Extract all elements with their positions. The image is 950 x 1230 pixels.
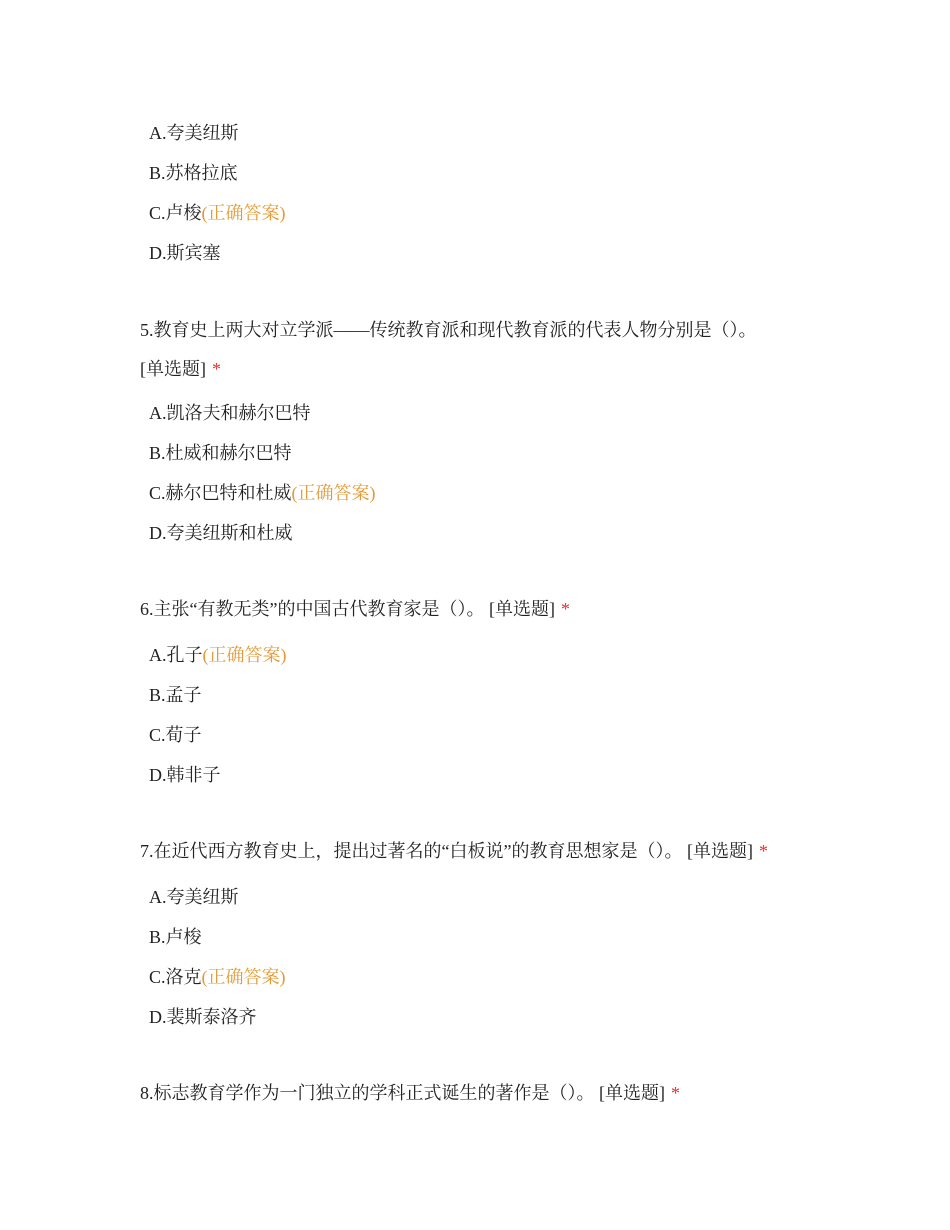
- option-b: [149, 433, 376, 473]
- question-type: [单选题]: [140, 359, 206, 379]
- option-b: [149, 675, 287, 715]
- option-a: [149, 393, 376, 433]
- option-c: [149, 473, 376, 513]
- question-text: 8.标志教育学作为一门独立的学科正式诞生的著作是（）。: [140, 1083, 595, 1103]
- question-6-title: [140, 590, 570, 629]
- required-mark: *: [758, 841, 768, 861]
- option-c: [149, 957, 286, 997]
- question-7-title: [140, 832, 768, 871]
- question-text: 5.教育史上两大对立学派——传统教育派和现代教育派的代表人物分别是（）。: [140, 320, 757, 340]
- question-7-options: [149, 877, 286, 1037]
- option-b: [149, 917, 286, 957]
- question-type: [单选题]: [599, 1083, 665, 1103]
- option-text: B.孟子: [149, 685, 202, 705]
- question-5-title: [140, 311, 757, 389]
- option-text: B.杜威和赫尔巴特: [149, 443, 292, 463]
- question-text: 6.主张“有教无类”的中国古代教育家是（）。: [140, 599, 485, 619]
- correct-answer-label: (正确答案): [201, 967, 286, 987]
- option-a: [149, 113, 286, 153]
- option-text: C.洛克: [149, 967, 202, 987]
- option-c: [149, 193, 286, 233]
- option-text: D.裴斯泰洛齐: [149, 1007, 257, 1027]
- option-b: [149, 153, 286, 193]
- option-text: D.斯宾塞: [149, 243, 221, 263]
- correct-answer-label: (正确答案): [291, 483, 376, 503]
- question-type: [单选题]: [488, 599, 555, 619]
- correct-answer-label: (正确答案): [201, 203, 286, 223]
- option-text: A.夸美纽斯: [149, 887, 239, 907]
- option-text: B.卢梭: [149, 927, 202, 947]
- option-text: C.卢梭: [149, 203, 202, 223]
- required-mark: *: [212, 359, 221, 379]
- option-c: [149, 715, 287, 755]
- option-a: [149, 635, 287, 675]
- question-8-title: [140, 1074, 680, 1113]
- option-d: [149, 233, 286, 273]
- correct-answer-label: (正确答案): [202, 645, 287, 665]
- question-6-options: [149, 635, 287, 795]
- option-a: [149, 877, 286, 917]
- option-text: C.荀子: [149, 725, 202, 745]
- question-4-options: [149, 113, 286, 273]
- option-d: [149, 997, 286, 1037]
- option-text: B.苏格拉底: [149, 163, 238, 183]
- option-text: C.赫尔巴特和杜威: [149, 483, 292, 503]
- option-text: A.凯洛夫和赫尔巴特: [149, 403, 311, 423]
- required-mark: *: [560, 599, 570, 619]
- required-mark: *: [671, 1083, 680, 1103]
- question-text: 7.在近代西方教育史上，提出过著名的“白板说”的教育思想家是（）。: [140, 841, 683, 861]
- option-text: D.夸美纽斯和杜威: [149, 523, 293, 543]
- option-d: [149, 513, 376, 553]
- option-text: D.韩非子: [149, 765, 221, 785]
- question-5-options: [149, 393, 376, 553]
- option-text: A.夸美纽斯: [149, 123, 239, 143]
- option-text: A.孔子: [149, 645, 203, 665]
- option-d: [149, 755, 287, 795]
- question-type: [单选题]: [686, 841, 753, 861]
